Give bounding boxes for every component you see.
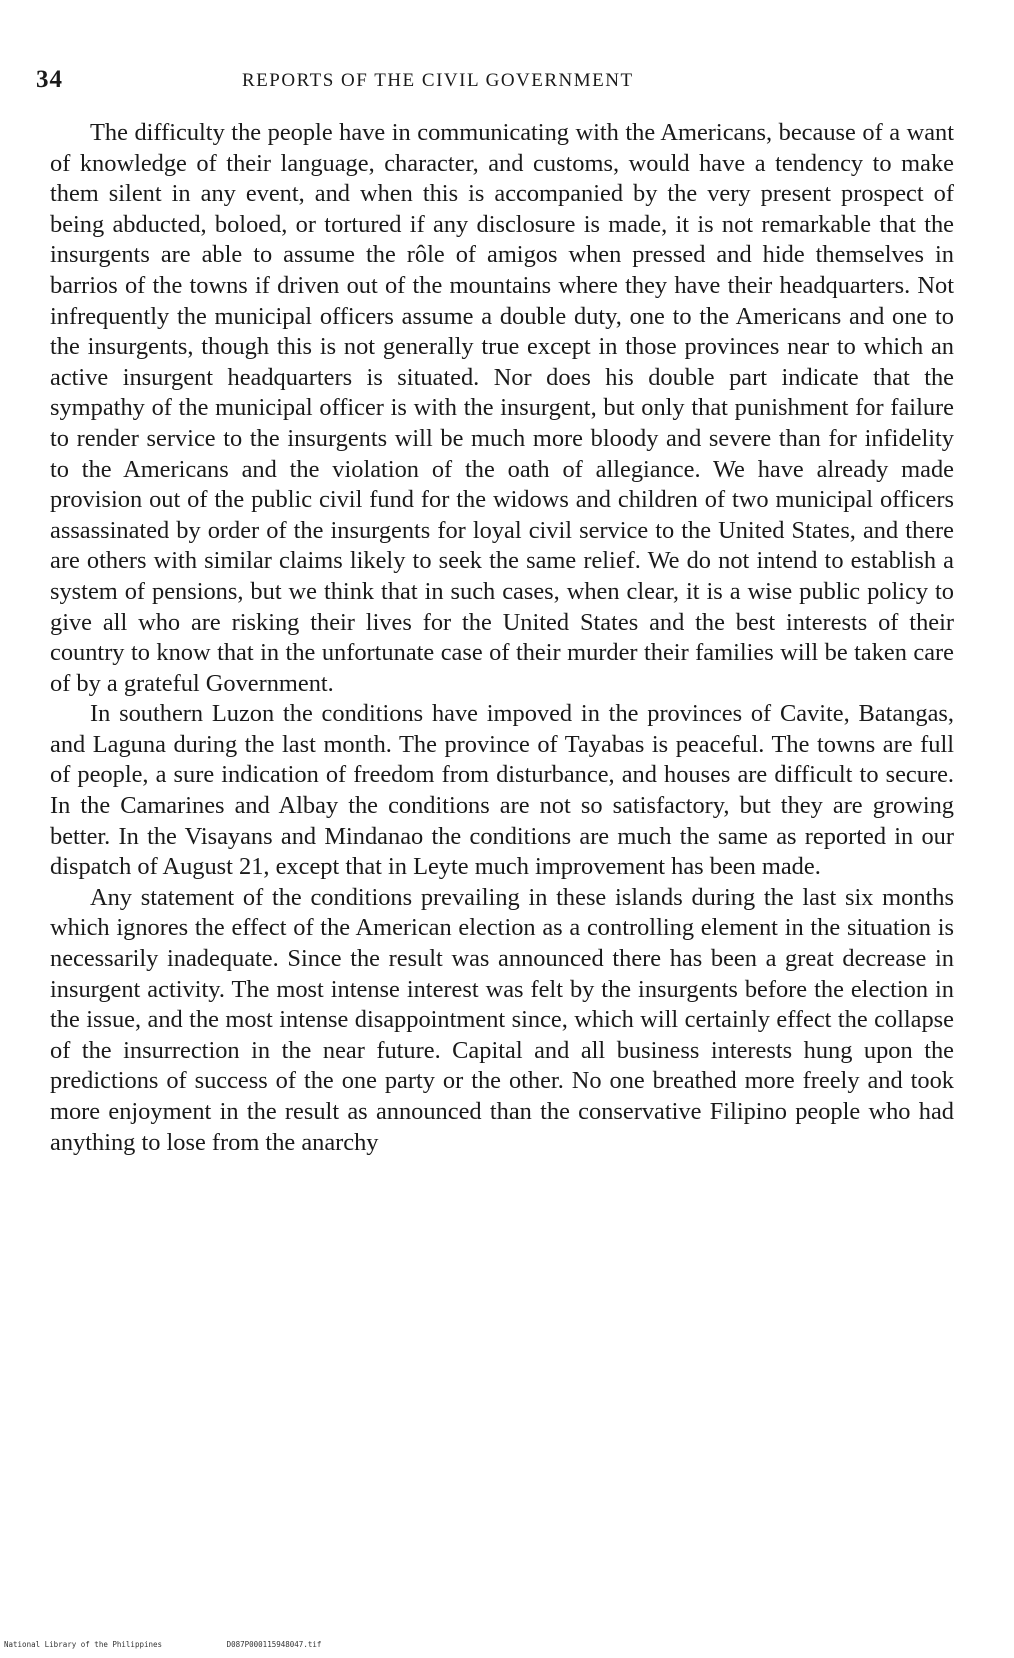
paragraph-1: The difficulty the people have in communicating with the Americans, because of a want of knowledge of their language, character, and customs, would have a tendency to make them silent in any event, and when this is accompanied by the very present prospect of being abducted, boloed, or tortured if any disclosure is made, it is not remarkable that the insurgents are able to assume the rôle of amigos when pressed and hide themselves in barrios of the towns if driven out of the mountains where they have their headquarters. Not infrequently the municipal officers assume a double duty, one to the Americans and one to the insurgents, though this is not generally true except in those provinces near to which an active insurgent headquarters is situated. Nor does his double part indicate that the sympathy of the municipal officer is with the insurgent, but only that punishment for failure to render service to the insurgents will be much more bloody and severe than for infidelity to the Americans and the violation of the oath of allegiance. We have already made provision out of the public civil fund for the widows and children of two municipal officers assassinated by order of the insurgents for loyal civil service to the United States, and there are others with similar claims likely to seek the same relief. We do not intend to establish a system of pensions, but we think that in such cases, when clear, it is a wise public policy to give all who are risking their lives for the United States and the best interests of their country to know that in the unfortunate case of their murder their families will be taken care of by a grateful Government.	[50, 119, 954, 697]
scan-footer	[4, 1640, 381, 1649]
footer-library: National Library of the Philippines	[4, 1640, 163, 1649]
body-text	[50, 118, 954, 1158]
page-header	[36, 66, 748, 100]
page-number: 34	[36, 66, 63, 93]
paragraph-2: In southern Luzon the conditions have impoved in the provinces of Cavite, Batangas, and Laguna during the last month. The province of Tayabas is peaceful. The towns are full of people, a sure indication of freedom from disturbance, and houses are difficult to secure. In the Camarines and Albay the conditions are not so satisfactory, but they are growing better. In the Visayans and Mindanao the conditions are much the same as reported in our dispatch of August 21, except that in Leyte much improvement has been made.	[50, 700, 954, 881]
running-head: REPORTS OF THE CIVIL GOVERNMENT	[242, 70, 634, 91]
footer-file-id: D087P000115948047.tif	[226, 1640, 322, 1649]
paragraph-3: Any statement of the conditions prevailing in these islands during the last six months which ignores the effect of the American election as a controlling element in the situation is necessarily inadequate. Since the result was announced there has been a great decrease in insurgent activity. The most intense interest was felt by the insurgents before the election in the issue, and the most intense disappointment since, which will certainly effect the collapse of the insurrection in the near future. Capital and all business interests hung upon the predictions of success of the one party or the other. No one breathed more freely and took more enjoyment in the result as announced than the conservative Filipino people who had anything to lose from the anarchy	[50, 883, 954, 1156]
